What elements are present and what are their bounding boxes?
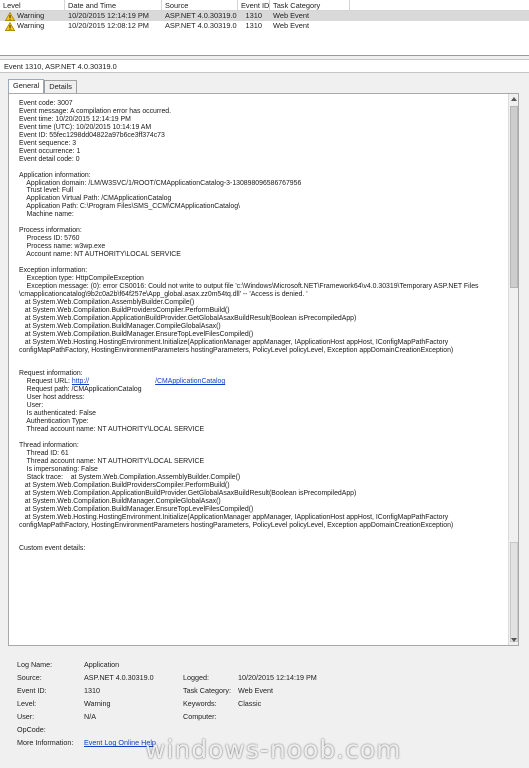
- keywords-value: Classic: [238, 699, 262, 708]
- event-message-line: at System.Web.Compilation.BuildManager.CompileGlobalAsax(): [19, 497, 221, 505]
- event-message-line: Authentication Type:: [19, 418, 89, 426]
- user-label: User:: [17, 712, 35, 721]
- event-message-line: Event occurrence: 1: [19, 147, 81, 155]
- event-message-line: configMapPathFactory, HostingEnvironmentParameters hostingParameters, PolicyLevel policyLevel, Exception appDomainCreationException): [19, 521, 454, 529]
- event-message-line: [19, 537, 504, 545]
- event-message-line: Thread account name: NT AUTHORITY\LOCAL SERVICE: [19, 426, 205, 434]
- event-level-text: Warning: [17, 21, 45, 30]
- event-message-line: Exception message: (0): error CS0016: Could not write to output file 'c:\Windows\Microsoft.NET\Framework64\v4.0.30319\Temporary ASP.NET Files: [19, 282, 479, 290]
- user-value: N/A: [84, 712, 96, 721]
- event-message-line: Event time (UTC): 10/20/2015 10:14:19 AM: [19, 123, 152, 131]
- event-message-line: Application Virtual Path: /CMApplicationCatalog: [19, 195, 172, 203]
- event-row[interactable]: [0, 11, 529, 21]
- column-header-task-category[interactable]: Task Category: [270, 0, 350, 10]
- tab-details[interactable]: Details: [44, 80, 77, 93]
- event-level-text: Warning: [17, 11, 45, 20]
- event-list: [0, 0, 529, 56]
- event-message-line: Event detail code: 0: [19, 155, 80, 163]
- event-message-line: at System.Web.Compilation.ApplicationBuildProvider.GetGlobalAsaxBuildResult(Boolean isPrecompiledApp): [19, 314, 357, 322]
- event-message-line: Exception type: HttpCompileException: [19, 274, 144, 282]
- event-message-line: configMapPathFactory, HostingEnvironmentParameters hostingParameters, PolicyLevel policyLevel, Exception appDomainCreationException): [19, 346, 454, 354]
- event-message-line: Event ID: 55fec1298dd04822a97b6ce3ff374c73: [19, 131, 165, 139]
- event-id-cell: 1310: [245, 21, 262, 30]
- event-message-line: Stack trace: at System.Web.Compilation.AssemblyBuilder.Compile(): [19, 473, 241, 481]
- event-message-line: at System.Web.Compilation.BuildManager.EnsureTopLevelFilesCompiled(): [19, 505, 254, 513]
- request-url-path-link[interactable]: /CMApplicationCatalog: [155, 378, 226, 386]
- event-message-line: [19, 434, 504, 442]
- event-message-line: [19, 362, 504, 370]
- computer-label: Computer:: [183, 712, 217, 721]
- event-message-line: at System.Web.Hosting.HostingEnvironment.Initialize(ApplicationManager appManager, IApplicationHost appHost, IConfigMapPathFactory: [19, 513, 449, 521]
- event-message-line: Exception information:: [19, 267, 88, 275]
- event-message-line: Thread ID: 61: [19, 449, 69, 457]
- request-url-link[interactable]: http://: [71, 378, 90, 386]
- event-message-line: [19, 219, 504, 227]
- event-message-line: Thread information:: [19, 441, 79, 449]
- event-message-line: Machine name:: [19, 211, 74, 219]
- event-id-label: Event ID:: [17, 686, 47, 695]
- event-task-category-cell: Web Event: [273, 21, 310, 30]
- event-message-line: [19, 529, 504, 537]
- event-message-line: [19, 164, 504, 172]
- event-date-cell: 10/20/2015 12:14:19 PM: [68, 11, 149, 20]
- event-message-textbox[interactable]: [8, 93, 519, 646]
- event-message-line: at System.Web.Compilation.BuildProvidersCompiler.PerformBuild(): [19, 481, 230, 489]
- event-source-cell: ASP.NET 4.0.30319.0: [165, 11, 237, 20]
- opcode-label: OpCode:: [17, 725, 46, 734]
- tab-general[interactable]: General: [8, 79, 44, 93]
- event-message-line: Application Path: C:\Program Files\SMS_CCM\CMApplicationCatalog\: [19, 203, 240, 211]
- event-message-line: Process name: w3wp.exe: [19, 243, 106, 251]
- more-information-label: More Information:: [17, 738, 74, 747]
- event-message-line: Request information:: [19, 370, 83, 378]
- event-message-line: Event sequence: 3: [19, 139, 77, 147]
- event-message-line: Process ID: 5760: [19, 235, 80, 243]
- event-message-line: at System.Web.Compilation.BuildManager.EnsureTopLevelFilesCompiled(): [19, 330, 254, 338]
- scroll-down-icon[interactable]: [511, 638, 517, 642]
- event-message-line: Account name: NT AUTHORITY\LOCAL SERVICE: [19, 251, 181, 259]
- event-message-line: Is impersonating: False: [19, 465, 98, 473]
- level-label: Level:: [17, 699, 37, 708]
- scroll-track-highlight: [510, 542, 518, 642]
- event-message-text: [19, 100, 504, 553]
- event-message-line: Trust level: Full: [19, 187, 73, 195]
- task-category-label: Task Category:: [183, 686, 231, 695]
- logged-value: 10/20/2015 12:14:19 PM: [238, 673, 317, 682]
- column-header-event-id[interactable]: Event ID: [238, 0, 270, 10]
- event-message-line: Request URL: http:// /CMApplicationCatalog: [19, 378, 226, 386]
- event-message-line: Is authenticated: False: [19, 410, 96, 418]
- event-message-line: User:: [19, 402, 44, 410]
- scroll-thumb[interactable]: [510, 106, 518, 288]
- event-message-line: at System.Web.Compilation.BuildProvidersCompiler.PerformBuild(): [19, 306, 230, 314]
- event-id-value: 1310: [84, 686, 100, 695]
- source-label: Source:: [17, 673, 42, 682]
- event-message-line: \cmapplicationcatalog\9b2c0a2b\f64f257e\App_global.asax.zz0m54tq.dll' -- 'Access is denied. ': [19, 290, 308, 298]
- event-id-cell: 1310: [245, 11, 262, 20]
- warning-icon: [5, 22, 15, 31]
- event-message-line: User host address:: [19, 394, 85, 402]
- event-level-cell: [0, 11, 65, 21]
- event-message-line: Application domain: /LM/W3SVC/1/ROOT/CMApplicationCatalog-3-130898096586767956: [19, 179, 302, 187]
- event-log-online-help-link[interactable]: Event Log Online Help: [84, 738, 156, 747]
- event-message-line: Event message: A compilation error has occurred.: [19, 107, 172, 115]
- event-task-category-cell: Web Event: [273, 11, 310, 20]
- event-message-line: Application information:: [19, 171, 91, 179]
- event-message-line: [19, 259, 504, 267]
- event-message-line: Thread account name: NT AUTHORITY\LOCAL SERVICE: [19, 457, 205, 465]
- log-name-label: Log Name:: [17, 660, 53, 669]
- watermark: windows-noob.com: [145, 735, 402, 764]
- event-message-line: at System.Web.Hosting.HostingEnvironment.Initialize(ApplicationManager appManager, IApplicationHost appHost, IConfigMapPathFactory: [19, 338, 449, 346]
- event-row[interactable]: [0, 21, 529, 31]
- keywords-label: Keywords:: [183, 699, 217, 708]
- level-value: Warning: [84, 699, 111, 708]
- event-message-line: at System.Web.Compilation.ApplicationBuildProvider.GetGlobalAsaxBuildResult(Boolean isPrecompiledApp): [19, 489, 357, 497]
- event-message-line: Custom event details:: [19, 545, 86, 553]
- event-source-cell: ASP.NET 4.0.30319.0: [165, 21, 237, 30]
- event-date-cell: 10/20/2015 12:08:12 PM: [68, 21, 149, 30]
- task-category-value: Web Event: [238, 686, 274, 695]
- event-message-line: Event time: 10/20/2015 12:14:19 PM: [19, 115, 131, 123]
- vertical-scrollbar[interactable]: [508, 94, 518, 645]
- event-level-cell: [0, 21, 65, 31]
- scroll-up-icon[interactable]: [511, 97, 517, 101]
- details-tabs: [8, 80, 77, 93]
- event-message-line: Process information:: [19, 227, 82, 235]
- column-header-level[interactable]: Level: [0, 0, 65, 10]
- source-value: ASP.NET 4.0.30319.0: [84, 673, 154, 682]
- event-message-line: at System.Web.Compilation.BuildManager.CompileGlobalAsax(): [19, 322, 221, 330]
- event-message-line: at System.Web.Compilation.AssemblyBuilder.Compile(): [19, 298, 195, 306]
- event-message-line: Request path: /CMApplicationCatalog: [19, 386, 142, 394]
- log-name-value: Application: [84, 660, 120, 669]
- column-header-date-time[interactable]: Date and Time: [65, 0, 162, 10]
- warning-icon: [5, 12, 15, 21]
- event-details-title: Event 1310, ASP.NET 4.0.30319.0: [0, 59, 529, 73]
- logged-label: Logged:: [183, 673, 209, 682]
- event-message-line: Event code: 3007: [19, 100, 73, 107]
- column-header-source[interactable]: Source: [162, 0, 238, 10]
- event-message-line: [19, 355, 504, 363]
- event-list-header: [0, 0, 529, 11]
